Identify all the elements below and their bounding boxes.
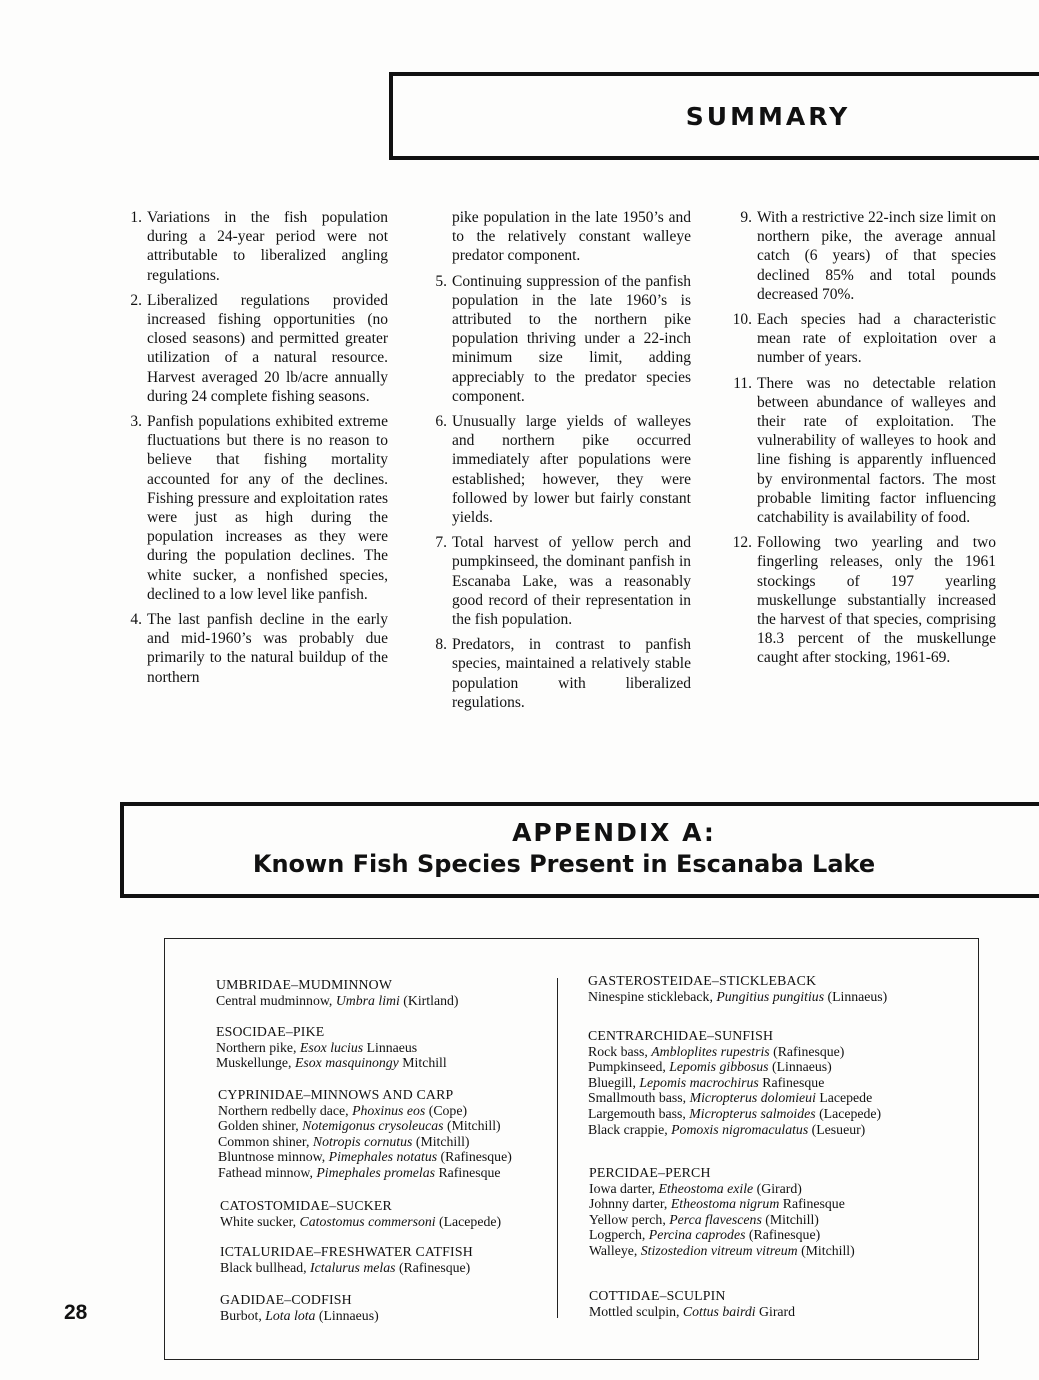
species-entry: Pumpkinseed, Lepomis gibbosus (Linnaeus) — [588, 1059, 832, 1075]
summary-item-5 — [425, 272, 691, 406]
item-number: 8. — [435, 636, 447, 654]
family-name: COTTIDAE–SCULPIN — [589, 1288, 726, 1303]
family-cyprinidae — [218, 1087, 512, 1181]
summary-item-3 — [120, 412, 388, 604]
item-text: Variations in the fish population during a 24-year period were not attributable to liberalized angling regulations. — [147, 209, 388, 284]
species-entry: Yellow perch, Perca flavescens (Mitchill) — [589, 1211, 819, 1227]
item-number: 4. — [130, 611, 142, 629]
item-number: 11. — [733, 374, 752, 392]
species-entry: Burbot, Lota lota (Linnaeus) — [220, 1307, 379, 1323]
summary-column-1 — [120, 208, 388, 693]
item-text: There was no detectable relation between abundance of walleyes and their rate of exploitation. The vulnerability of walleyes to hook and line fishing is apparently influenced by environmental factors. The most probable limiting factor influencing catchability is availability of food. — [757, 374, 996, 527]
species-entry: Largemouth bass, Micropterus salmoides (Lacepede) — [588, 1105, 882, 1121]
family-ictaluridae — [220, 1244, 473, 1275]
item-text: Liberalized regulations provided increased fishing opportunities (no closed seasons) and permitted greater utilization of a natural resource. Harvest averaged 20 lb/acre annually during 24 complete fishing seasons. — [147, 291, 388, 405]
summary-item-2 — [120, 291, 388, 406]
family-name: CENTRARCHIDAE–SUNFISH — [588, 1028, 774, 1043]
summary-column-2 — [425, 208, 691, 718]
item-text: Total harvest of yellow perch and pumpkinseed, the dominant panfish in Escanaba Lake, was a reasonably good record of their representation in the fish population. — [452, 534, 691, 629]
item-text: The last panfish decline in the early and mid-1960’s was probably due primarily to the natural buildup of the northern — [147, 611, 388, 686]
species-entry: Central mudminnow, Umbra limi (Kirtland) — [216, 992, 459, 1008]
summary-item-12 — [724, 533, 996, 667]
summary-item-1 — [120, 208, 388, 285]
species-entry: Common shiner, Notropis cornutus (Mitchill) — [218, 1133, 470, 1149]
family-cottidae — [589, 1288, 795, 1319]
summary-header-box — [389, 72, 1039, 160]
species-table-divider — [557, 978, 558, 1318]
item-number: 9. — [740, 209, 752, 226]
summary-column-3 — [724, 208, 996, 674]
item-number: 12. — [732, 534, 752, 552]
item-number: 6. — [435, 413, 447, 431]
family-name: ICTALURIDAE–FRESHWATER CATFISH — [220, 1244, 473, 1259]
family-catostomidae — [220, 1198, 501, 1229]
summary-item-8 — [425, 635, 691, 712]
species-entry: Mottled sculpin, Cottus bairdi Girard — [589, 1303, 796, 1319]
summary-item-10 — [724, 310, 996, 368]
family-percidae — [589, 1165, 855, 1259]
summary-heading: SUMMARY — [685, 102, 851, 131]
family-umbridae — [216, 977, 458, 1008]
species-entry: Logperch, Percina caprodes (Rafinesque) — [589, 1227, 821, 1243]
item-number: 2. — [130, 291, 142, 309]
item-text: Continuing suppression of the panfish population in the late 1960’s is attributed to the northern pike population thriving under a 22-inch minimum size limit, adding appreciably to the predator species component. — [452, 272, 691, 405]
species-entry: Bluntnose minnow, Pimephales notatus (Rafinesque) — [218, 1149, 512, 1165]
summary-item-9 — [724, 208, 996, 304]
species-entry: Smallmouth bass, Micropterus dolomieui Lacepede — [588, 1090, 873, 1106]
item-text: With a restrictive 22-inch size limit on northern pike, the average annual catch (6 years) of that species declined 85% and total pounds decreased 70%. — [757, 209, 996, 303]
family-centrarchidae — [588, 1028, 881, 1137]
family-name: GADIDAE–CODFISH — [220, 1292, 352, 1307]
species-entry: Golden shiner, Notemigonus crysoleucas (Mitchill) — [218, 1118, 501, 1134]
appendix-header-box — [120, 802, 1039, 898]
item-number: 7. — [435, 534, 447, 552]
species-entry: Black crappie, Pomoxis nigromaculatus (Lesueur) — [588, 1121, 866, 1137]
species-entry: Walleye, Stizostedion vitreum vitreum (Mitchill) — [589, 1242, 855, 1258]
species-entry: Johnny darter, Etheostoma nigrum Rafinesque — [589, 1196, 845, 1212]
family-gadidae — [220, 1292, 379, 1323]
item-text: Unusually large yields of walleyes and northern pike occurred immediately after populations were established; however, they were followed by lower but fairly constant yields. — [452, 413, 691, 527]
species-entry: Ninespine stickleback, Pungitius pungitius (Linnaeus) — [588, 988, 888, 1004]
appendix-title: APPENDIX A: — [512, 818, 716, 847]
species-entry: Iowa darter, Etheostoma exile (Girard) — [589, 1180, 802, 1196]
family-gasterosteidae — [588, 973, 887, 1004]
item-text: Following two yearling and two fingerling releases, only the 1961 stockings of 197 yearling muskellunge substantially increased the harvest of that species, comprising 18.3 percent of the muskellunge caught after stocking, 1961-69. — [757, 534, 996, 667]
species-entry: Northern redbelly dace, Phoxinus eos (Cope) — [218, 1102, 468, 1118]
species-entry: Fathead minnow, Pimephales promelas Rafinesque — [218, 1164, 501, 1180]
species-entry: Rock bass, Ambloplites rupestris (Rafinesque) — [588, 1043, 845, 1059]
item-text: Predators, in contrast to panfish species, maintained a relatively stable population with liberalized regulations. — [452, 636, 691, 711]
item-text: Each species had a characteristic mean rate of exploitation over a number of years. — [757, 311, 996, 367]
species-entry: Bluegill, Lepomis macrochirus Rafinesque — [588, 1074, 825, 1090]
summary-item-4 — [120, 610, 388, 687]
family-esocidae — [216, 1024, 447, 1071]
family-name: CATOSTOMIDAE–SUCKER — [220, 1198, 392, 1213]
page-number: 28 — [64, 1301, 88, 1324]
summary-item-4-continued: pike population in the late 1950’s and to the relatively constant walleye predator component. — [452, 209, 691, 265]
summary-item-7 — [425, 533, 691, 629]
species-entry: Northern pike, Esox lucius Linnaeus — [216, 1039, 418, 1055]
species-entry: White sucker, Catostomus commersoni (Lacepede) — [220, 1213, 502, 1229]
summary-item-11 — [724, 374, 996, 528]
family-name: UMBRIDAE–MUDMINNOW — [216, 977, 393, 992]
species-entry: Muskellunge, Esox masquinongy Mitchill — [216, 1055, 447, 1071]
item-number: 10. — [732, 311, 752, 329]
summary-item-6 — [425, 412, 691, 527]
item-text: Panfish populations exhibited extreme fluctuations but there is no reason to believe that fishing mortality accounted for any of the declines. Fishing pressure and exploitation rates were just as high during the population increases as they were during the population declines. The white sucker, a nonfished species, declined to a low level like panfish. — [147, 413, 388, 603]
appendix-subtitle: Known Fish Species Present in Escanaba Lake — [252, 850, 876, 878]
species-entry: Black bullhead, Ictalurus melas (Rafinesque) — [220, 1259, 471, 1275]
family-name: ESOCIDAE–PIKE — [216, 1024, 325, 1039]
item-number: 5. — [435, 272, 447, 290]
item-number: 3. — [130, 413, 142, 431]
family-name: PERCIDAE–PERCH — [589, 1165, 711, 1180]
family-name: GASTEROSTEIDAE–STICKLEBACK — [588, 973, 817, 988]
family-name: CYPRINIDAE–MINNOWS AND CARP — [218, 1087, 454, 1102]
item-number: 1. — [130, 209, 142, 226]
